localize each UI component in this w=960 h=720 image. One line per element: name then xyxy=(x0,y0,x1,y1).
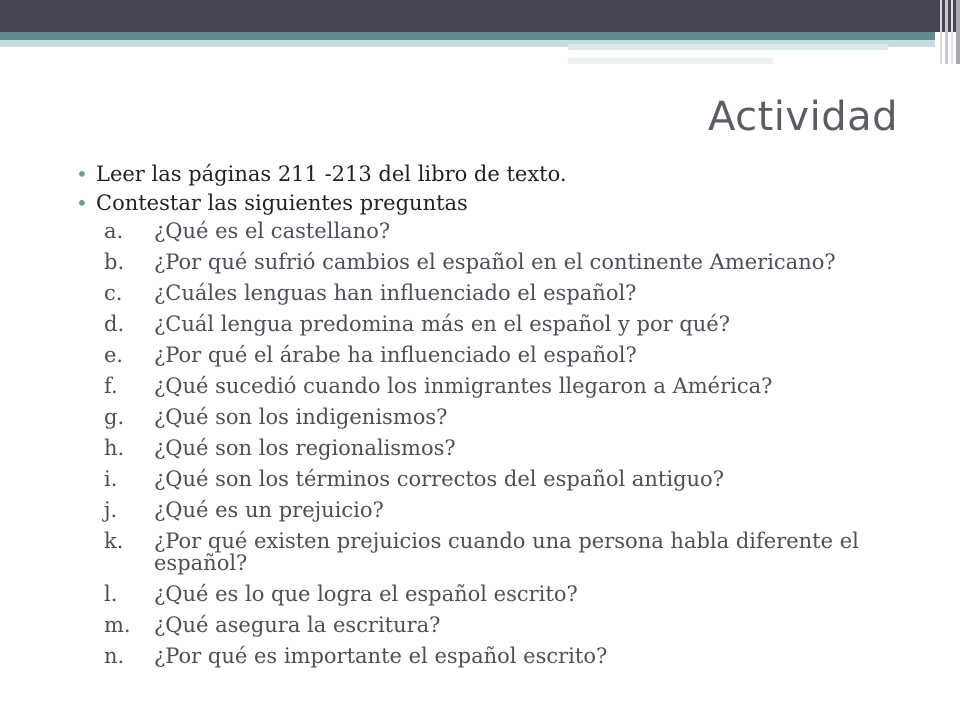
bullet-dot-icon: • xyxy=(76,162,88,186)
bullet-list xyxy=(76,160,936,218)
question-item xyxy=(104,220,924,242)
question-list xyxy=(104,220,924,676)
question-text: ¿Qué es un prejuicio? xyxy=(154,498,384,522)
question-marker: e. xyxy=(104,343,124,367)
question-item xyxy=(104,583,924,605)
question-item xyxy=(104,530,924,574)
bullet-text: Leer las páginas 211 -213 del libro de texto. xyxy=(96,162,567,186)
question-text: ¿Qué son los indigenismos? xyxy=(154,405,448,429)
question-marker: l. xyxy=(104,582,118,606)
question-marker: k. xyxy=(104,529,124,553)
question-marker: c. xyxy=(104,281,123,305)
question-text: ¿Qué son los términos correctos del español antiguo? xyxy=(154,467,724,491)
bullet-dot-icon: • xyxy=(76,191,88,215)
question-text: ¿Cuál lengua predomina más en el español y por qué? xyxy=(154,312,730,336)
question-item xyxy=(104,468,924,490)
question-item xyxy=(104,437,924,459)
question-item xyxy=(104,282,924,304)
header-accent-line xyxy=(0,32,935,40)
header-accent-bar xyxy=(568,44,888,52)
slide-title: Actividad xyxy=(707,94,898,140)
question-text: ¿Por qué existen prejuicios cuando una persona habla diferente el español? xyxy=(154,529,859,575)
question-marker: g. xyxy=(104,405,125,429)
question-item xyxy=(104,251,924,273)
question-item xyxy=(104,344,924,366)
question-item xyxy=(104,313,924,335)
question-marker: f. xyxy=(104,374,118,398)
question-marker: d. xyxy=(104,312,125,336)
question-marker: h. xyxy=(104,436,125,460)
question-item xyxy=(104,375,924,397)
question-text: ¿Por qué sufrió cambios el español en el continente Americano? xyxy=(154,250,836,274)
bullet-item xyxy=(76,189,936,218)
question-text: ¿Por qué el árabe ha influenciado el español? xyxy=(154,343,637,367)
bullet-text: Contestar las siguientes preguntas xyxy=(96,191,468,215)
question-marker: j. xyxy=(104,498,118,522)
question-marker: a. xyxy=(104,219,124,243)
question-text: ¿Qué es el castellano? xyxy=(154,219,391,243)
question-text: ¿Qué son los regionalismos? xyxy=(154,436,456,460)
question-item xyxy=(104,499,924,521)
question-marker: i. xyxy=(104,467,118,491)
question-marker: b. xyxy=(104,250,125,274)
question-text: ¿Por qué es importante el español escrito? xyxy=(154,644,608,668)
question-marker: n. xyxy=(104,644,125,668)
corner-stripes-decoration xyxy=(930,0,960,64)
question-text: ¿Qué sucedió cuando los inmigrantes llegaron a América? xyxy=(154,374,773,398)
question-text: ¿Qué asegura la escritura? xyxy=(154,613,441,637)
question-item xyxy=(104,645,924,667)
header-band xyxy=(0,0,960,32)
question-marker: m. xyxy=(104,613,131,637)
bullet-item xyxy=(76,160,936,189)
question-item xyxy=(104,406,924,428)
header-accent-bar-secondary xyxy=(568,58,773,64)
question-text: ¿Qué es lo que logra el español escrito? xyxy=(154,582,578,606)
question-item xyxy=(104,614,924,636)
question-text: ¿Cuáles lenguas han influenciado el español? xyxy=(154,281,637,305)
